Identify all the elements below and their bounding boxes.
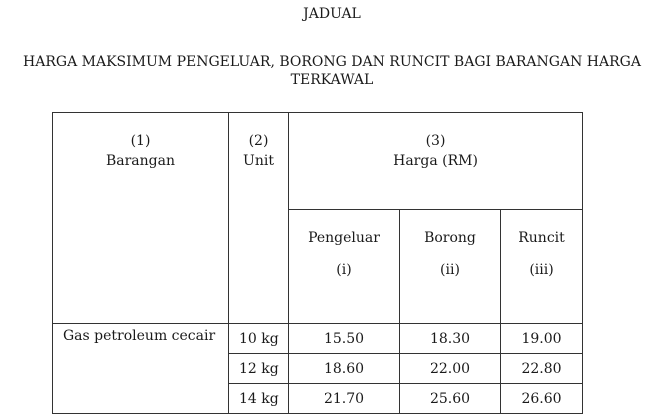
header-harga [289,113,583,210]
subheader-pengeluar-label: Pengeluar [308,230,380,246]
header-unit-label: Unit [243,153,274,169]
borong-price-cell: 25.60 [400,384,501,414]
borong-price-cell: 22.00 [400,354,501,384]
runcit-price-cell: 22.80 [501,354,583,384]
subheader-runcit-number: (iii) [529,262,554,278]
document-title-line-1: HARGA MAKSIMUM PENGELUAR, BORONG DAN RUNCIT BAGI BARANGAN HARGA [23,54,641,70]
runcit-price-cell: 26.60 [501,384,583,414]
document-title-line-2: TERKAWAL [290,72,374,88]
unit-cell: 10 kg [229,324,289,354]
table-header-row [53,113,583,210]
subheader-borong [400,210,501,324]
subheader-runcit [501,210,583,324]
header-unit-number: (2) [248,133,269,149]
subheader-borong-label: Borong [424,230,476,246]
header-barangan [53,113,229,324]
subheader-runcit-label: Runcit [518,230,565,246]
document-title [10,53,654,89]
runcit-price-cell: 19.00 [501,324,583,354]
table-row [53,324,583,354]
header-harga-label: Harga (RM) [393,153,478,169]
pengeluar-price-cell: 15.50 [289,324,400,354]
header-barangan-label: Barangan [105,153,175,169]
document-heading: JADUAL [303,6,361,22]
price-schedule-table [52,112,583,414]
header-harga-number: (3) [425,133,446,149]
pengeluar-price-cell: 18.60 [289,354,400,384]
pengeluar-price-cell: 21.70 [289,384,400,414]
subheader-pengeluar-number: (i) [336,262,352,278]
borong-price-cell: 18.30 [400,324,501,354]
subheader-pengeluar [289,210,400,324]
header-unit [229,113,289,324]
unit-cell: 12 kg [229,354,289,384]
header-barangan-number: (1) [130,133,151,149]
item-name: Gas petroleum cecair [63,328,216,344]
subheader-borong-number: (ii) [440,262,460,278]
unit-cell: 14 kg [229,384,289,414]
item-name-cell [53,324,229,414]
